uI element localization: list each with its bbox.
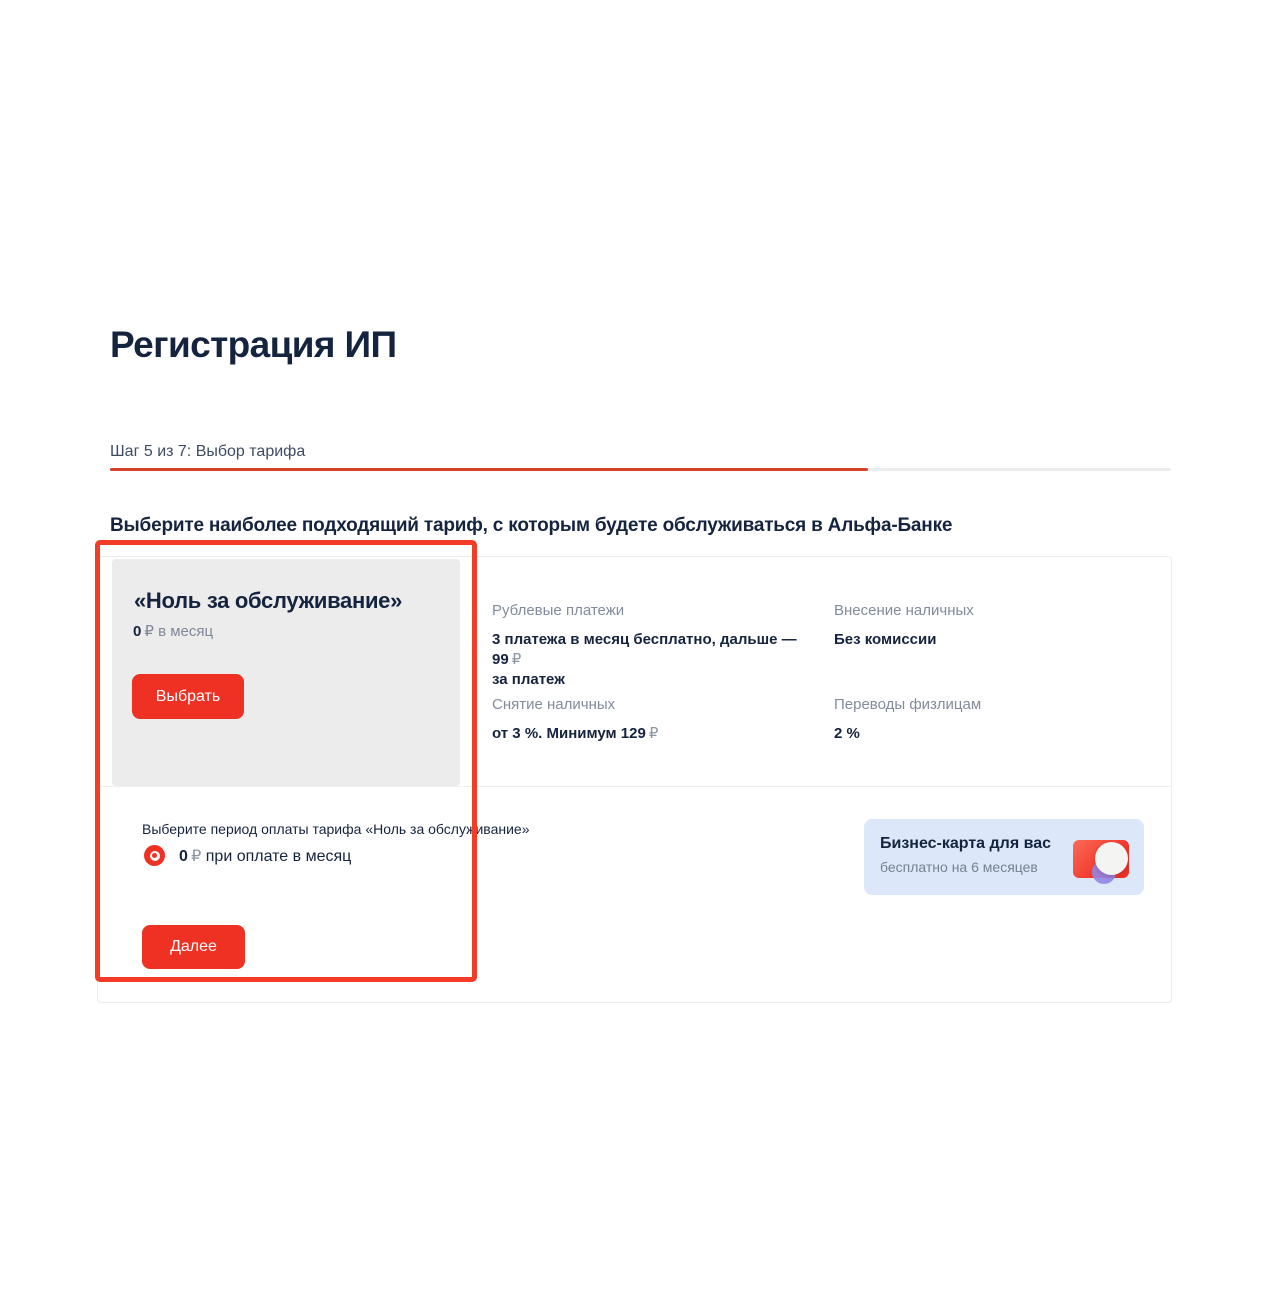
radio-selected-icon[interactable] — [144, 845, 165, 866]
detail-label: Рублевые платежи — [492, 602, 625, 619]
tariff-price-value: 0 — [133, 623, 142, 640]
tariff-card — [97, 556, 1172, 1003]
ruble-sign: ₽ — [144, 623, 154, 640]
detail-value: от 3 %. Минимум 129 ₽ — [492, 725, 659, 742]
page-title: Регистрация ИП — [110, 324, 397, 365]
detail-cash-deposit — [834, 602, 1154, 650]
detail-value: 3 платежа в месяц бесплатно, дальше — 99 ₽ за платеж — [492, 631, 797, 688]
select-tariff-button[interactable]: Выбрать — [132, 674, 244, 719]
tariff-section-heading: Выберите наиболее подходящий тариф, с которым будете обслуживаться в Альфа-Банке — [110, 515, 953, 536]
promo-subtitle: бесплатно на 6 месяцев — [880, 859, 1038, 875]
detail-ruble-payments — [492, 602, 812, 690]
tariff-price-suffix: в месяц — [158, 623, 214, 640]
detail-transfers-individuals — [834, 696, 1154, 744]
progress-fill — [110, 468, 868, 471]
progress-bar — [110, 468, 1171, 471]
detail-value: Без комиссии — [834, 631, 937, 648]
white-dot — [1095, 842, 1128, 875]
payment-period-option-label[interactable]: 0 ₽ при оплате в месяц — [179, 848, 352, 865]
step-indicator: Шаг 5 из 7: Выбор тарифа — [110, 443, 306, 460]
next-button[interactable]: Далее — [142, 925, 245, 969]
tariff-tile — [112, 559, 460, 786]
detail-value: 2 % — [834, 725, 860, 742]
business-card-promo[interactable] — [864, 819, 1144, 895]
detail-label: Внесение наличных — [834, 602, 974, 619]
bank-card-icon — [1069, 833, 1139, 885]
payment-period-title: Выберите период оплаты тарифа «Ноль за обслуживание» — [142, 821, 530, 837]
promo-title: Бизнес-карта для вас — [880, 835, 1052, 852]
detail-cash-withdrawal — [492, 696, 812, 744]
detail-label: Снятие наличных — [492, 696, 616, 713]
card-divider — [98, 786, 1171, 787]
detail-label: Переводы физлицам — [834, 696, 982, 713]
tariff-name: «Ноль за обслуживание» — [134, 588, 403, 613]
tariff-price — [133, 622, 213, 640]
